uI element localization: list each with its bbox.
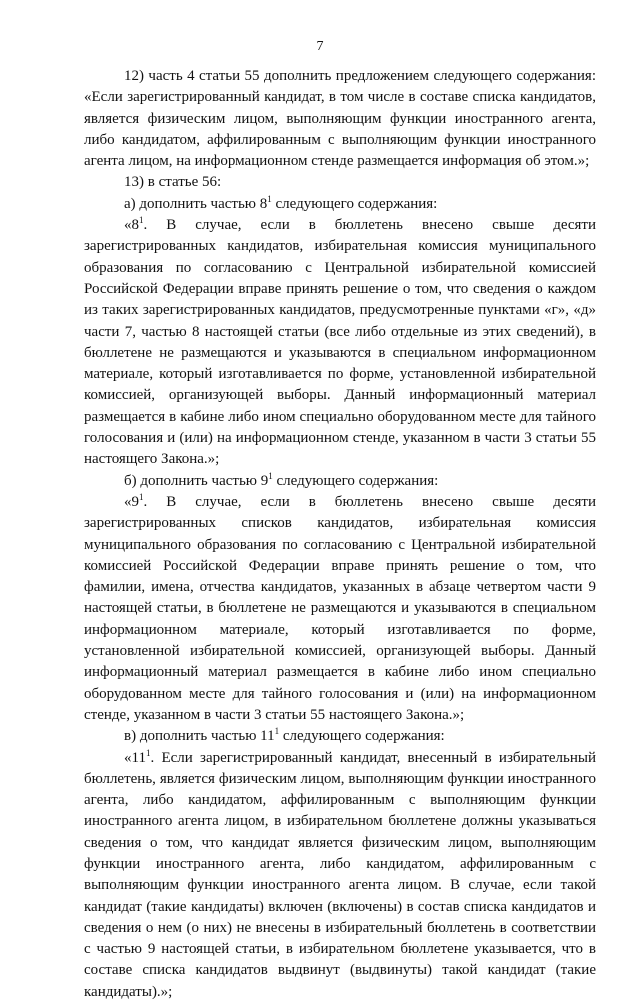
paragraph-part-9-1	[84, 492, 596, 726]
paragraph-amendment-12: 12) часть 4 статьи 55 дополнить предложением следующего содержания: «Если зарегистрированный кандидат, в том числе в составе списка кандидатов, является физическим лицом, выполняющим функции иностранного агента, либо кандидатом, аффилированным с выполняющим функции иностранного агента лицом, на информационном стенде размещается информация об этом.»;	[84, 66, 596, 172]
superscript-index: 1	[268, 471, 273, 481]
part-8-1-text: . В случае, если в бюллетень внесено свыше десяти зарегистрированных кандидатов, избирательная комиссия муниципального образования по согласованию с Центральной избирательной комиссией Российской Федерации вправе принять решение о том, что сведения о каждом из таких зарегистрированных кандидатов, предусмотренные пунктами «г», «д» части 7, частью 8 настоящей статьи (все либо отдельные из этих сведений), в бюллетене не размещаются и указываются в специальном информационном материале, который изготавливается по форме, установленной избирательной комиссией, организующей выборы. Данный информационный материал размещается в кабине либо ином специально оборудованном месте для тайного голосования и (или) на информационном стенде, указанном в части 3 статьи 55 настоящего Закона.»;	[84, 217, 596, 467]
part-9-1-text: . В случае, если в бюллетень внесено свыше десяти зарегистрированных списков кандидатов, избирательная комиссия муниципального образования по согласованию с Центральной избирательной комиссией Российской Федерации вправе принять решение о том, что фамилии, имена, отчества кандидатов, указанных в абзаце четвертом части 9 настоящей статьи, в бюллетене не размещаются и указываются в специальном информационном материале, который изготавливается по форме, установленной избирательной комиссией, организующей выборы. Данный информационный материал размещается в кабине либо ином специально оборудованном месте для тайного голосования и (или) на информационном стенде, указанном в части 3 статьи 55 настоящего Закона.»;	[84, 494, 596, 723]
paragraph-item-a-text: а) дополнить частью 8	[124, 196, 267, 212]
paragraph-item-b-tail: следующего содержания:	[273, 473, 439, 489]
superscript-index: 1	[139, 492, 144, 502]
superscript-index: 1	[139, 215, 144, 225]
paragraph-item-b	[84, 471, 596, 492]
paragraph-part-8-1	[84, 215, 596, 471]
part-11-1-number: «11	[124, 750, 146, 766]
paragraph-item-v-tail: следующего содержания:	[279, 728, 445, 744]
paragraph-item-v	[84, 726, 596, 747]
superscript-index: 1	[267, 194, 272, 204]
part-11-1-text: . Если зарегистрированный кандидат, внесенный в избирательный бюллетень, является физическим лицом, выполняющим функции иностранного агента, либо кандидатом, аффилированным с выполняющим функции иностранного агента лицом, в избирательном бюллетене должны указываться сведения о том, что кандидат является физическим лицом, выполняющим функции иностранного агента, либо кандидатом, аффилированным с выполняющим функции иностранного агента лицом. В случае, если такой кандидат (такие кандидаты) включен (включены) в состав списка кандидатов и сведения о нем (о них) не внесены в избирательный бюллетень в соответствии с частью 9 настоящей статьи, в избирательном бюллетене указывается, что в составе списка кандидатов выдвинут (выдвинуты) такой кандидат (такие кандидаты).»;	[84, 750, 596, 1000]
paragraph-item-b-text: б) дополнить частью 9	[124, 473, 268, 489]
paragraph-item-a-tail: следующего содержания:	[272, 196, 438, 212]
page-number: 7	[0, 36, 640, 57]
part-8-1-number: «8	[124, 217, 139, 233]
superscript-index: 1	[146, 748, 151, 758]
part-9-1-number: «9	[124, 494, 139, 510]
paragraph-amendment-13: 13) в статье 56:	[84, 172, 596, 193]
superscript-index: 1	[275, 726, 280, 736]
paragraph-item-v-text: в) дополнить частью 11	[124, 728, 275, 744]
paragraph-item-a	[84, 194, 596, 215]
document-body	[84, 66, 596, 1003]
paragraph-part-11-1	[84, 748, 596, 1003]
